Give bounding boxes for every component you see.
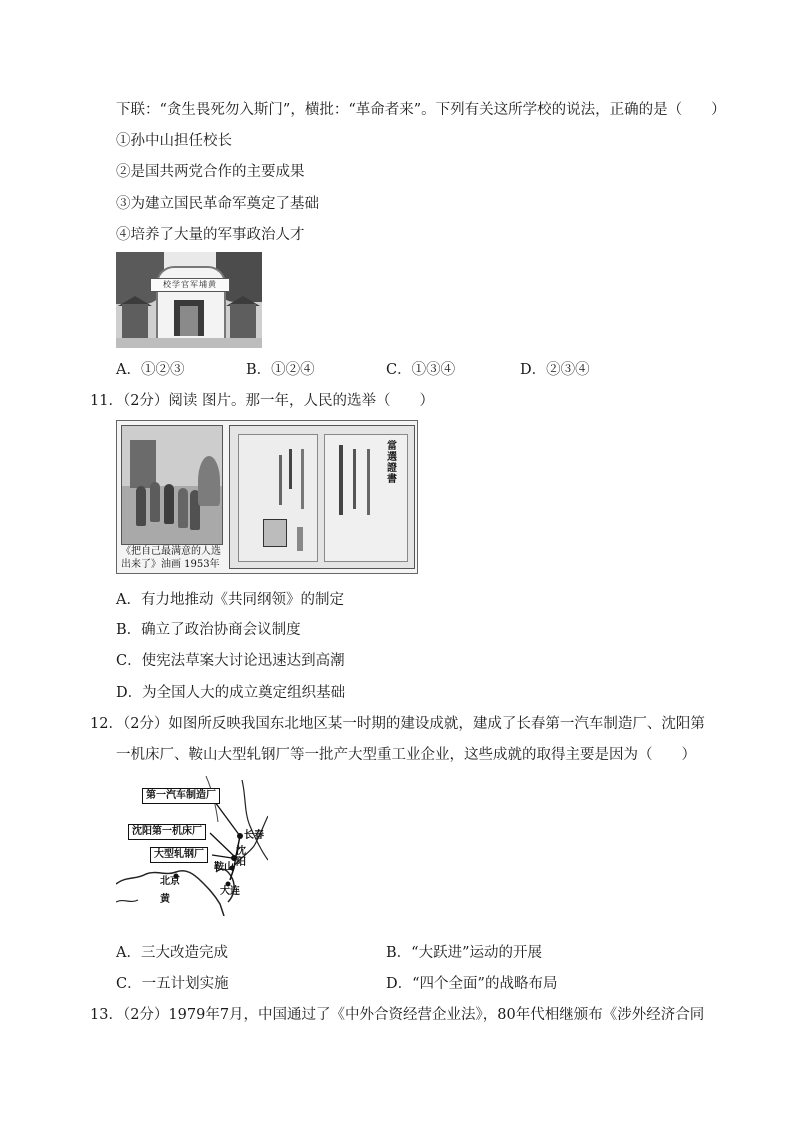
q13-stem: 13．（2分）1979年7月，中国通过了《中外合资经营企业法》，80年代相继颁布《涉外经济合同 [90, 1007, 705, 1023]
q10-option-d[interactable]: D．②③④ [520, 362, 590, 378]
q11-stem: 11．（2分）阅读 图片。那一年，人民的选举（ ） [90, 393, 435, 409]
q10-statement-2: ②是国共两党合作的主要成果 [116, 164, 305, 180]
map-sea-label: 黄 [160, 894, 170, 905]
oil-painting-image [121, 425, 223, 545]
gate-sign: 校学官军埔黄 [150, 278, 230, 292]
q10-option-a[interactable]: A．①②③ [116, 362, 185, 378]
q10-lead: 下联：“贪生畏死勿入斯门”，横批：“革命者来”。下列有关这所学校的说法，正确的是（ ） [116, 102, 726, 118]
q12-option-c[interactable]: C．一五计划实施 [116, 976, 229, 992]
q10-option-b[interactable]: B．①②④ [246, 362, 315, 378]
q10-option-c[interactable]: C．①③④ [386, 362, 456, 378]
northeast-industry-map [116, 776, 268, 916]
q11-option-d[interactable]: D．为全国人大的成立奠定组织基础 [116, 685, 346, 701]
whampoa-gate-photo [116, 252, 262, 348]
q12-option-d[interactable]: D．“四个全面”的战略布局 [386, 976, 558, 992]
q12-stem-line-2: 一机床厂、鞍山大型轧钢厂等一批产大型重工业企业，这些成就的取得主要是因为（ ） [116, 747, 696, 763]
q12-option-b[interactable]: B．“大跃进”运动的开展 [386, 945, 542, 961]
q12-option-a[interactable]: A．三大改造完成 [116, 945, 228, 961]
election-figure [116, 420, 418, 574]
map-city-anshan: 鞍山 [214, 862, 234, 873]
painting-caption: 《把自己最满意的人选出来了》油画 1953年 [121, 546, 221, 570]
q10-statement-1: ①孙中山担任校长 [116, 133, 232, 149]
q11-option-b[interactable]: B．确立了政治协商会议制度 [116, 622, 301, 638]
map-box-shenyang-machine-tool: 沈阳第一机床厂 [128, 824, 206, 840]
election-certificate-image [229, 425, 415, 569]
map-city-beijing: 北京 [160, 876, 180, 887]
map-city-changchun: 长春 [244, 830, 264, 841]
q12-stem-line-1: 12．（2分）如图所反映我国东北地区某一时期的建设成就，建成了长春第一汽车制造厂、沈阳第 [90, 716, 705, 732]
map-city-shenyang: 沈阳 [236, 846, 246, 868]
map-box-first-auto-plant: 第一汽车制造厂 [142, 788, 220, 804]
q10-statement-3: ③为建立国民革命军奠定了基础 [116, 196, 319, 212]
q11-option-c[interactable]: C．使宪法草案大讨论迅速达到高潮 [116, 653, 345, 669]
q11-option-a[interactable]: A．有力地推动《共同纲领》的制定 [116, 592, 344, 608]
q10-statement-4: ④培养了大量的军事政治人才 [116, 227, 305, 243]
map-city-dalian: 大连 [220, 886, 240, 897]
map-box-steel-rolling-mill: 大型轧钢厂 [150, 847, 208, 863]
certificate-title: 當選證書 [387, 441, 397, 485]
